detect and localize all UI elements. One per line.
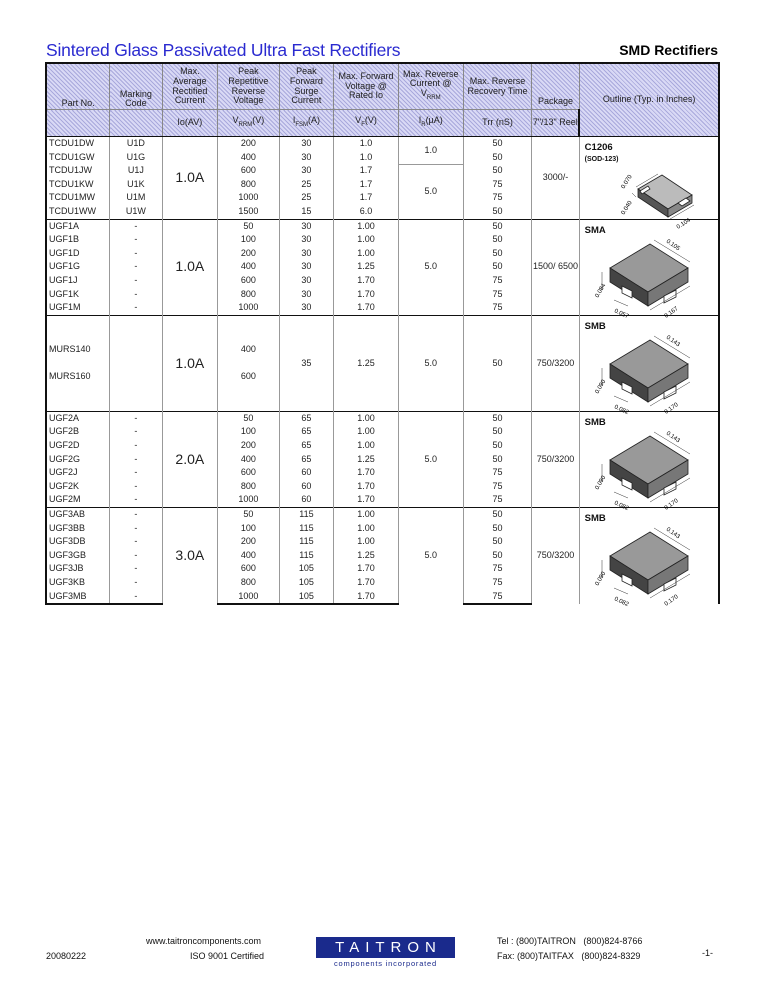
part-number-empty	[46, 357, 110, 371]
trr-value: 50	[463, 425, 532, 439]
marking-code-empty	[110, 357, 162, 371]
vf-value: 1.25	[334, 260, 399, 274]
dim-width: 0.105	[664, 238, 681, 252]
part-number: UGF3MB	[46, 590, 110, 605]
vf-value: 1.70	[334, 576, 399, 590]
marking-code: U1M	[110, 191, 162, 205]
vrrm-empty	[218, 315, 280, 329]
part-number: TCDU1JW	[46, 164, 110, 178]
vf-value: 1.70	[334, 301, 399, 315]
table-row	[46, 411, 719, 425]
marking-code-empty	[110, 343, 162, 357]
vrrm-value: 600	[218, 274, 280, 288]
marking-code-empty	[110, 370, 162, 384]
trr-value: 50	[463, 549, 532, 563]
trr-value: 50	[463, 411, 532, 425]
footer-iso: ISO 9001 Certified	[190, 951, 265, 961]
ifsm-value: 60	[279, 493, 333, 507]
trr-value: 50	[463, 522, 532, 536]
dim-height: 0.084	[594, 282, 607, 299]
trr-value: 50	[463, 508, 532, 522]
outline-holder	[580, 508, 718, 609]
part-number: UGF1A	[46, 219, 110, 233]
marking-code-empty	[110, 397, 162, 411]
package-outline	[579, 411, 719, 513]
dimension-line	[614, 300, 628, 306]
package-name: SMB	[584, 320, 606, 332]
footer-date: 20080222	[46, 951, 87, 961]
vf-value: 1.00	[334, 411, 399, 425]
dim-length: 0.104	[675, 217, 692, 231]
dim-lead: 0.082	[612, 596, 629, 609]
table-row	[46, 219, 719, 233]
part-number: UGF2D	[46, 439, 110, 453]
ifsm-value: 65	[279, 439, 333, 453]
ifsm-value: 25	[279, 178, 333, 192]
ifsm-value: 30	[279, 164, 333, 178]
vf-value: 1.70	[334, 480, 399, 494]
col-header-outline: Outline (Typ. in Inches)	[579, 63, 719, 137]
outline-holder	[580, 412, 718, 513]
part-number: UGF1M	[46, 301, 110, 315]
part-number: UGF2K	[46, 480, 110, 494]
marking-code: U1W	[110, 205, 162, 219]
part-number: TCDU1MW	[46, 191, 110, 205]
marking-code: -	[110, 508, 162, 522]
vf-value: 1.25	[334, 315, 399, 411]
col-header-vf: Max. Forward Voltage @ Rated Io	[334, 63, 399, 110]
dim-lead: 0.082	[612, 500, 629, 513]
trr-value: 50	[463, 151, 532, 165]
vrrm-value: 400	[218, 151, 280, 165]
vrrm-value: 600	[218, 562, 280, 576]
dimension-line	[632, 193, 636, 197]
part-number: UGF1J	[46, 274, 110, 288]
vrrm-empty	[218, 384, 280, 398]
io-value: 3.0A	[162, 508, 217, 605]
trr-value: 75	[463, 562, 532, 576]
ifsm-value: 30	[279, 233, 333, 247]
dimension-line	[614, 492, 628, 498]
vrrm-value: 1000	[218, 301, 280, 315]
marking-code: -	[110, 590, 162, 605]
vrrm-value: 1000	[218, 590, 280, 605]
dimension-line	[614, 588, 628, 594]
ifsm-value: 30	[279, 247, 333, 261]
ifsm-value: 115	[279, 549, 333, 563]
package-outline	[579, 508, 719, 609]
vf-value: 1.70	[334, 288, 399, 302]
trr-value: 50	[463, 453, 532, 467]
trr-value: 75	[463, 576, 532, 590]
vrrm-value: 50	[218, 508, 280, 522]
ifsm-value: 65	[279, 411, 333, 425]
package-qty: 750/3200	[532, 508, 579, 605]
trr-value: 50	[463, 535, 532, 549]
marking-code: -	[110, 535, 162, 549]
ir-value: 1.0	[398, 137, 463, 165]
trr-value: 50	[463, 137, 532, 151]
vrrm-value: 200	[218, 137, 280, 151]
col-header-marking: Marking Code	[110, 63, 162, 110]
part-number: MURS160	[46, 370, 110, 384]
trr-value: 75	[463, 480, 532, 494]
ifsm-value: 60	[279, 466, 333, 480]
vrrm-value: 1500	[218, 205, 280, 219]
vrrm-value: 600	[218, 164, 280, 178]
vf-value: 1.0	[334, 137, 399, 151]
trr-value: 75	[463, 590, 532, 605]
unit-ifsm: $I_{FSM}(A)$	[279, 110, 333, 137]
part-number: UGF3BB	[46, 522, 110, 536]
table-row	[46, 137, 719, 151]
col-header-ifsm: Peak Forward Surge Current	[279, 63, 333, 110]
unit-part-no	[46, 110, 110, 137]
vf-value: 1.70	[334, 493, 399, 507]
trr-value: 50	[463, 233, 532, 247]
io-value: 2.0A	[162, 411, 217, 507]
vf-value: 1.7	[334, 191, 399, 205]
part-number: UGF2G	[46, 453, 110, 467]
marking-code: -	[110, 425, 162, 439]
part-number: UGF2B	[46, 425, 110, 439]
dim-lead: 0.082	[612, 404, 629, 416]
trr-value: 50	[463, 164, 532, 178]
vrrm-value: 800	[218, 480, 280, 494]
trr-value: 75	[463, 274, 532, 288]
marking-code: -	[110, 466, 162, 480]
part-number: TCDU1WW	[46, 205, 110, 219]
marking-code: -	[110, 480, 162, 494]
vrrm-value: 1000	[218, 191, 280, 205]
marking-code: U1J	[110, 164, 162, 178]
col-header-part-no: Part No.	[46, 63, 110, 110]
dim-length: 0.170	[663, 401, 680, 416]
part-number: UGF1D	[46, 247, 110, 261]
unit-vrrm: $V_{RRM}(V)$	[218, 110, 280, 137]
package-qty: 3000/-	[532, 137, 579, 220]
marking-code: -	[110, 247, 162, 261]
ir-value: 5.0	[398, 219, 463, 315]
vrrm-value: 1000	[218, 493, 280, 507]
vrrm-value: 400	[218, 260, 280, 274]
marking-code-empty	[110, 384, 162, 398]
footer-website[interactable]: www.taitroncomponents.com	[146, 936, 262, 946]
trr-value: 75	[463, 178, 532, 192]
package-subname: (SOD-123)	[584, 156, 619, 163]
vrrm-value: 600	[218, 370, 280, 384]
package-qty: 1500/ 6500	[532, 219, 579, 315]
ifsm-value: 115	[279, 508, 333, 522]
unit-ir: $I_R(\mu A)$	[398, 110, 463, 137]
ifsm-value: 115	[279, 522, 333, 536]
vf-value: 1.7	[334, 164, 399, 178]
dim-height: 0.090	[594, 378, 607, 395]
ifsm-value: 30	[279, 274, 333, 288]
marking-code: -	[110, 274, 162, 288]
vrrm-empty	[218, 329, 280, 343]
marking-code: -	[110, 219, 162, 233]
footer-page-number: -1-	[702, 948, 713, 958]
vrrm-value: 200	[218, 535, 280, 549]
footer-tel: Tel : (800)TAITRON (800)824-8766	[497, 936, 643, 946]
ifsm-value: 30	[279, 288, 333, 302]
rectifier-spec-table	[45, 62, 720, 609]
marking-code: -	[110, 549, 162, 563]
trr-value: 50	[463, 247, 532, 261]
package-qty: 750/3200	[532, 411, 579, 507]
package-outline	[579, 219, 719, 320]
vrrm-value: 800	[218, 178, 280, 192]
ifsm-value: 25	[279, 191, 333, 205]
vf-value: 1.25	[334, 453, 399, 467]
trr-value: 75	[463, 191, 532, 205]
part-number: TCDU1GW	[46, 151, 110, 165]
marking-code: -	[110, 439, 162, 453]
marking-code: -	[110, 288, 162, 302]
part-number: UGF3DB	[46, 535, 110, 549]
col-header-io: Max. Average Rectified Current	[162, 63, 217, 110]
vrrm-empty	[218, 357, 280, 371]
unit-package: 7"/13" Reel	[532, 110, 579, 137]
logo-tagline: components incorporated	[333, 959, 438, 968]
trr-value: 50	[463, 439, 532, 453]
ifsm-value: 105	[279, 576, 333, 590]
part-number: UGF1B	[46, 233, 110, 247]
vrrm-value: 50	[218, 411, 280, 425]
part-number-empty	[46, 384, 110, 398]
table-row	[46, 508, 719, 522]
vrrm-value: 600	[218, 466, 280, 480]
vf-value: 1.25	[334, 549, 399, 563]
marking-code: -	[110, 562, 162, 576]
vrrm-value: 200	[218, 439, 280, 453]
marking-code: U1D	[110, 137, 162, 151]
unit-vf: $V_F(V)$	[334, 110, 399, 137]
vf-value: 1.00	[334, 219, 399, 233]
part-number: MURS140	[46, 343, 110, 357]
trr-value: 75	[463, 493, 532, 507]
ifsm-value: 65	[279, 453, 333, 467]
marking-code-empty	[110, 329, 162, 343]
ifsm-value: 35	[279, 315, 333, 411]
ir-value: 5.0	[398, 508, 463, 605]
page-title: Sintered Glass Passivated Ultra Fast Rectifiers	[46, 40, 401, 60]
dim-height: 0.040	[620, 200, 634, 217]
ifsm-value: 30	[279, 137, 333, 151]
marking-code: U1K	[110, 178, 162, 192]
dim-width: 0.143	[664, 334, 681, 348]
vrrm-value: 100	[218, 425, 280, 439]
part-number: UGF1K	[46, 288, 110, 302]
ifsm-value: 30	[279, 151, 333, 165]
marking-code: -	[110, 411, 162, 425]
ifsm-value: 30	[279, 219, 333, 233]
vf-value: 1.70	[334, 274, 399, 288]
ifsm-value: 115	[279, 535, 333, 549]
package-outline	[579, 315, 719, 416]
vf-value: 1.7	[334, 178, 399, 192]
part-number: UGF3JB	[46, 562, 110, 576]
dim-height: 0.090	[594, 571, 607, 588]
taitron-logo	[316, 937, 455, 968]
dim-width: 0.143	[664, 526, 681, 541]
vrrm-value: 50	[218, 219, 280, 233]
vf-value: 1.70	[334, 590, 399, 605]
vrrm-value: 200	[218, 247, 280, 261]
vrrm-value: 400	[218, 343, 280, 357]
col-header-vrrm: Peak Repetitive Reverse Voltage	[218, 63, 280, 110]
table-row	[46, 315, 719, 329]
vf-value: 1.00	[334, 508, 399, 522]
vf-value: 1.00	[334, 247, 399, 261]
col-header-trr: Max. Reverse Recovery Time	[463, 63, 532, 110]
vf-value: 1.00	[334, 535, 399, 549]
ifsm-value: 60	[279, 480, 333, 494]
trr-value: 75	[463, 466, 532, 480]
vf-value: 1.00	[334, 522, 399, 536]
marking-code: U1G	[110, 151, 162, 165]
marking-code: -	[110, 493, 162, 507]
vf-value: 1.00	[334, 233, 399, 247]
marking-code: -	[110, 233, 162, 247]
marking-code-empty	[110, 315, 162, 329]
outline-holder	[580, 220, 718, 320]
io-value: 1.0A	[162, 219, 217, 315]
unit-trr: Trr (nS)	[463, 110, 532, 137]
ir-value: 5.0	[398, 411, 463, 507]
vf-value: 6.0	[334, 205, 399, 219]
package-name: C1206	[584, 142, 613, 153]
marking-code: -	[110, 301, 162, 315]
dim-length: 0.170	[663, 497, 680, 512]
io-value: 1.0A	[162, 315, 217, 411]
io-value: 1.0A	[162, 137, 217, 220]
ifsm-value: 30	[279, 260, 333, 274]
trr-value: 50	[463, 260, 532, 274]
trr-value: 75	[463, 288, 532, 302]
vrrm-value: 100	[218, 233, 280, 247]
marking-code: -	[110, 260, 162, 274]
ifsm-value: 105	[279, 590, 333, 605]
vrrm-value: 100	[218, 522, 280, 536]
ifsm-value: 15	[279, 205, 333, 219]
package-name: SMB	[584, 416, 606, 428]
ir-value: 5.0	[398, 315, 463, 411]
part-number: TCDU1KW	[46, 178, 110, 192]
dim-width: 0.143	[664, 430, 681, 445]
vrrm-value: 800	[218, 288, 280, 302]
dim-length: 0.167	[663, 305, 680, 320]
part-number-empty	[46, 315, 110, 329]
part-number: UGF2A	[46, 411, 110, 425]
dim-length: 0.170	[663, 594, 680, 608]
marking-code: -	[110, 522, 162, 536]
part-number: UGF3KB	[46, 576, 110, 590]
part-number-empty	[46, 397, 110, 411]
dimension-line	[614, 396, 628, 402]
part-number: TCDU1DW	[46, 137, 110, 151]
col-header-ir: Max. Reverse Current @ $V_{RRM}$	[398, 63, 463, 110]
vrrm-value: 800	[218, 576, 280, 590]
trr-value: 50	[463, 219, 532, 233]
part-number: UGF1G	[46, 260, 110, 274]
package-name: SMB	[584, 513, 606, 525]
outline-holder	[580, 316, 718, 416]
dim-height: 0.090	[594, 474, 607, 491]
page-subtitle: SMD Rectifiers	[619, 42, 718, 58]
footer-fax: Fax: (800)TAITFAX (800)824-8329	[497, 951, 641, 961]
package-name: SMA	[584, 224, 606, 236]
col-header-package: Package	[532, 63, 579, 110]
part-number-empty	[46, 329, 110, 343]
vf-value: 1.70	[334, 562, 399, 576]
marking-code: -	[110, 576, 162, 590]
ifsm-value: 30	[279, 301, 333, 315]
unit-marking	[110, 110, 162, 137]
vrrm-value: 400	[218, 453, 280, 467]
part-number: UGF2M	[46, 493, 110, 507]
ir-value: 5.0	[398, 164, 463, 219]
ifsm-value: 65	[279, 425, 333, 439]
vrrm-empty	[218, 397, 280, 411]
vf-value: 1.0	[334, 151, 399, 165]
dim-width: 0.070	[620, 174, 634, 191]
trr-value: 75	[463, 301, 532, 315]
part-number: UGF3GB	[46, 549, 110, 563]
vf-value: 1.00	[334, 425, 399, 439]
vrrm-value: 400	[218, 549, 280, 563]
vf-value: 1.00	[334, 439, 399, 453]
part-number: UGF3AB	[46, 508, 110, 522]
ifsm-value: 105	[279, 562, 333, 576]
package-qty: 750/3200	[532, 315, 579, 411]
marking-code: -	[110, 453, 162, 467]
logo-name: TAITRON	[316, 937, 455, 958]
part-number: UGF2J	[46, 466, 110, 480]
trr-value: 50	[463, 205, 532, 219]
vf-value: 1.70	[334, 466, 399, 480]
dim-lead: 0.057	[612, 307, 629, 320]
trr-value: 50	[463, 315, 532, 411]
unit-io: Io(AV)	[162, 110, 217, 137]
